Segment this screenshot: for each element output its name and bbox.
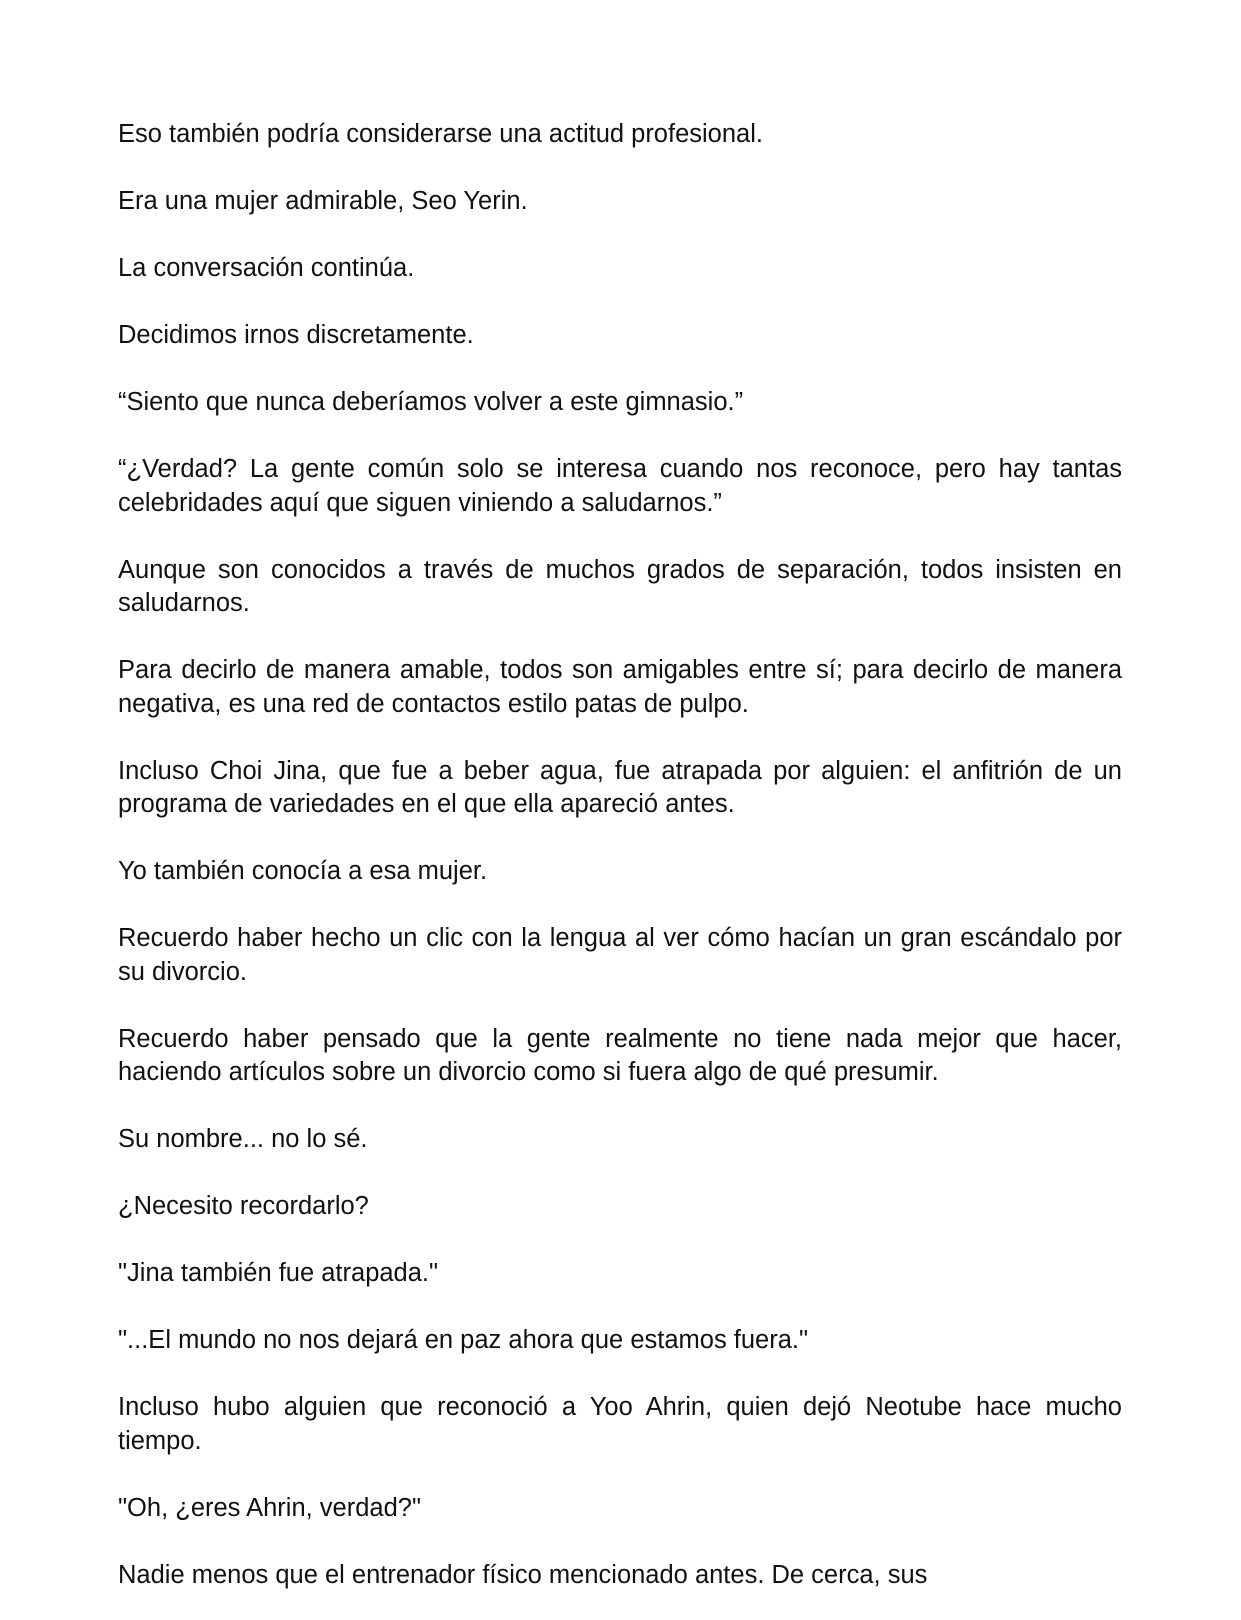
paragraph: "...El mundo no nos dejará en paz ahora que estamos fuera." <box>118 1326 809 1354</box>
paragraph: Recuerdo haber hecho un clic con la lengua al ver cómo hacían un gran escándalo por su divorcio. <box>118 924 1122 986</box>
paragraph: Incluso Choi Jina, que fue a beber agua, fue atrapada por alguien: el anfitrión de un programa de variedades en el que ella apareció antes. <box>118 756 1122 818</box>
paragraph: Nadie menos que el entrenador físico mencionado antes. De cerca, sus <box>118 1560 928 1589</box>
paragraph: Era una mujer admirable, Seo Yerin. <box>118 187 528 215</box>
paragraph: “Siento que nunca deberíamos volver a este gimnasio.” <box>118 388 744 416</box>
paragraph: Para decirlo de manera amable, todos son amigables entre sí; para decirlo de manera negativa, es una red de contactos estilo patas de pulpo. <box>118 656 1122 718</box>
paragraph: Decidimos irnos discretamente. <box>118 321 474 349</box>
paragraph: "Oh, ¿eres Ahrin, verdad?" <box>118 1493 421 1522</box>
paragraph: ¿Necesito recordarlo? <box>118 1192 369 1220</box>
paragraph: Yo también conocía a esa mujer. <box>118 857 488 885</box>
paragraph: Incluso hubo alguien que reconoció a Yoo Ahrin, quien dejó Neotube hace mucho tiempo. <box>118 1393 1122 1455</box>
paragraph: Su nombre... no lo sé. <box>118 1125 368 1153</box>
paragraph: Aunque son conocidos a través de muchos grados de separación, todos insisten en saludarnos. <box>118 555 1122 617</box>
document-body <box>118 118 1122 1620</box>
paragraph: La conversación continúa. <box>118 254 415 282</box>
paragraph: Recuerdo haber pensado que la gente realmente no tiene nada mejor que hacer, haciendo artículos sobre un divorcio como si fuera algo de qué presumir. <box>118 1024 1122 1086</box>
paragraph: Eso también podría considerarse una actitud profesional. <box>118 120 763 148</box>
paragraph: “¿Verdad? La gente común solo se interesa cuando nos reconoce, pero hay tantas celebridades aquí que siguen viniendo a saludarnos.” <box>118 455 1122 517</box>
paragraph: "Jina también fue atrapada." <box>118 1259 439 1287</box>
